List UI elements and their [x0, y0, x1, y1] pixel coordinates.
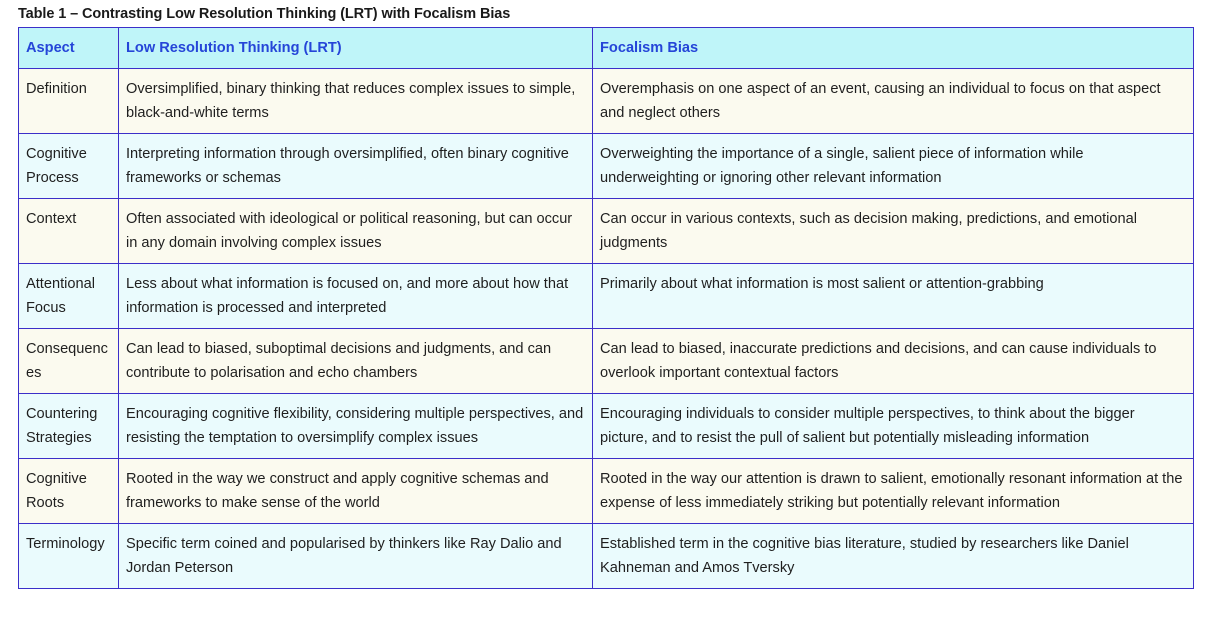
table-row [19, 69, 1194, 134]
cell-lrt: Interpreting information through oversimplified, often binary cognitive frameworks or schemas [119, 134, 593, 199]
cell-focalism: Can lead to biased, inaccurate predictions and decisions, and can cause individuals to overlook important contextual factors [593, 329, 1194, 394]
cell-focalism: Overemphasis on one aspect of an event, causing an individual to focus on that aspect and neglect others [593, 69, 1194, 134]
cell-focalism: Overweighting the importance of a single, salient piece of information while underweighting or ignoring other relevant information [593, 134, 1194, 199]
table-header-row [19, 28, 1194, 69]
cell-aspect: Cognitive Roots [19, 459, 119, 524]
cell-aspect: Cognitive Process [19, 134, 119, 199]
cell-focalism: Established term in the cognitive bias literature, studied by researchers like Daniel Kahneman and Amos Tversky [593, 524, 1194, 589]
cell-focalism: Rooted in the way our attention is drawn to salient, emotionally resonant information at the expense of less immediately striking but potentially relevant information [593, 459, 1194, 524]
cell-lrt: Less about what information is focused on, and more about how that information is processed and interpreted [119, 264, 593, 329]
cell-focalism: Can occur in various contexts, such as decision making, predictions, and emotional judgments [593, 199, 1194, 264]
cell-aspect: Context [19, 199, 119, 264]
comparison-table [18, 27, 1194, 589]
cell-aspect: Countering Strategies [19, 394, 119, 459]
cell-aspect: Definition [19, 69, 119, 134]
table-row [19, 394, 1194, 459]
table-row [19, 199, 1194, 264]
cell-focalism: Encouraging individuals to consider multiple perspectives, to think about the bigger picture, and to resist the pull of salient but potentially misleading information [593, 394, 1194, 459]
table-row [19, 524, 1194, 589]
table-row [19, 134, 1194, 199]
header-focalism: Focalism Bias [593, 28, 1194, 69]
table-caption: Table 1 – Contrasting Low Resolution Thinking (LRT) with Focalism Bias [18, 6, 511, 22]
cell-lrt: Rooted in the way we construct and apply cognitive schemas and frameworks to make sense of the world [119, 459, 593, 524]
table-row [19, 329, 1194, 394]
cell-aspect: Terminology [19, 524, 119, 589]
cell-lrt: Oversimplified, binary thinking that reduces complex issues to simple, black-and-white terms [119, 69, 593, 134]
cell-aspect: Consequences [19, 329, 119, 394]
table-row [19, 264, 1194, 329]
cell-lrt: Often associated with ideological or political reasoning, but can occur in any domain involving complex issues [119, 199, 593, 264]
table-row [19, 459, 1194, 524]
cell-lrt: Specific term coined and popularised by thinkers like Ray Dalio and Jordan Peterson [119, 524, 593, 589]
header-aspect: Aspect [19, 28, 119, 69]
header-lrt: Low Resolution Thinking (LRT) [119, 28, 593, 69]
cell-focalism: Primarily about what information is most salient or attention-grabbing [593, 264, 1194, 329]
cell-lrt: Can lead to biased, suboptimal decisions and judgments, and can contribute to polarisation and echo chambers [119, 329, 593, 394]
cell-lrt: Encouraging cognitive flexibility, considering multiple perspectives, and resisting the temptation to oversimplify complex issues [119, 394, 593, 459]
cell-aspect: Attentional Focus [19, 264, 119, 329]
